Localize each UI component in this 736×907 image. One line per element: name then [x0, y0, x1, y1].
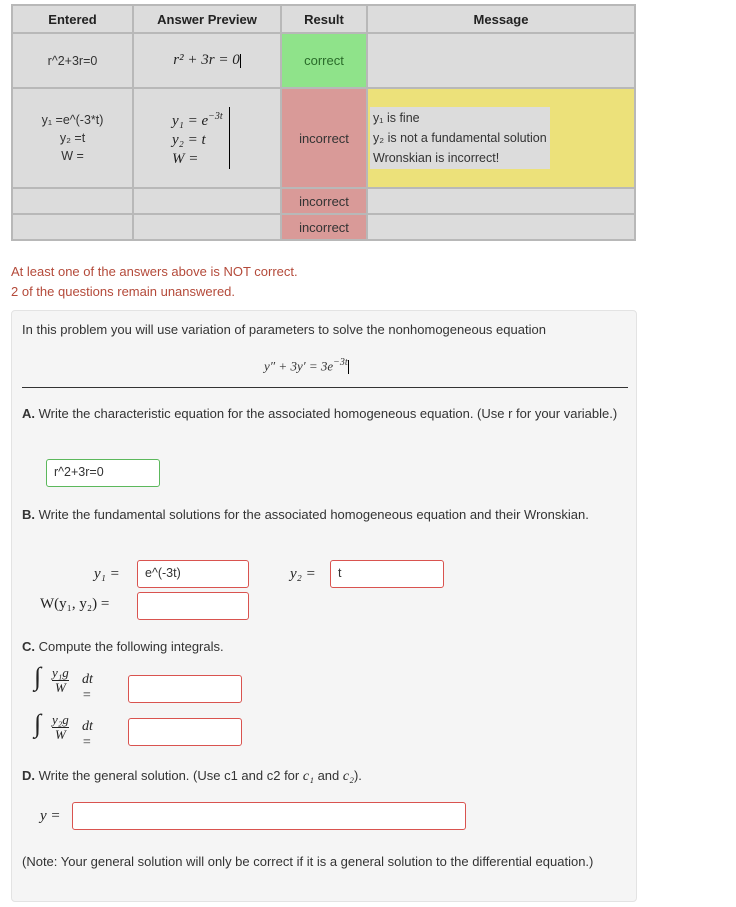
- result-incorrect: incorrect: [282, 189, 366, 213]
- entered-cell: r^2+3r=0: [13, 34, 132, 87]
- y1-input[interactable]: e^(-3t): [137, 560, 249, 588]
- problem-equation: $y'' + 3y' = 3e^{-3t}$: [264, 357, 348, 374]
- entered-w: W =: [61, 149, 84, 163]
- part-a-text: A. Write the characteristic equation for the associated homogeneous equation. (Use r for your variable.): [22, 406, 618, 421]
- header-entered: Entered: [13, 6, 132, 32]
- message-y2: y₂ is not a fundamental solution: [373, 131, 547, 145]
- message-box: [370, 107, 550, 169]
- integral-1-dt: dt =: [82, 672, 93, 703]
- preview-cell: [134, 89, 280, 187]
- integral-1-input[interactable]: [128, 675, 242, 703]
- general-solution-label: y =: [40, 808, 61, 824]
- integral-2-numerator: y₂g: [52, 712, 69, 727]
- general-solution-input[interactable]: [72, 802, 466, 830]
- note-text: (Note: Your general solution will only be correct if it is a general solution to the differential equation.): [22, 854, 594, 869]
- entered-y2: y₂ =t: [59, 131, 86, 145]
- result-correct: correct: [282, 34, 366, 87]
- preview-w: W =: [172, 151, 199, 167]
- integral-1-numerator: y₁g: [52, 665, 69, 680]
- y2-input[interactable]: t: [330, 560, 444, 588]
- table-row: [13, 189, 634, 213]
- preview-y1: y₁ = e: [172, 113, 209, 129]
- feedback-unanswered: 2 of the questions remain unanswered.: [11, 284, 236, 299]
- message-cell: [368, 34, 634, 87]
- feedback: [11, 262, 298, 302]
- result-incorrect: incorrect: [282, 89, 366, 187]
- table-row: [13, 34, 634, 87]
- result-incorrect: incorrect: [282, 215, 366, 239]
- preview-cell: [134, 34, 280, 87]
- header-answer-preview: Answer Preview: [134, 6, 280, 32]
- part-c-text: C. Compute the following integrals.: [22, 639, 224, 654]
- part-d-text: D. Write the general solution. (Use c1 and c2 for c₁ and c₂).: [22, 768, 362, 784]
- integral-2-denominator: W: [52, 727, 69, 742]
- header-result: Result: [282, 6, 366, 32]
- y1-label: y₁ =: [94, 566, 120, 582]
- table-row: [13, 215, 634, 239]
- feedback-not-correct: At least one of the answers above is NOT correct.: [11, 264, 298, 279]
- problem-panel: In this problem you will use variation of parameters to solve the nonhomogeneous equation $y'' + 3y' = 3e^{-3t}$ A. Write the characteristic equation for the associated homogeneous equation. (Use r for your variable.) r^2+3r=0 B. Write the fundamental solutions for the associated homogeneous equation and their Wronskian. y₁ = e^(-3t) y₂ = t W(y₁, y₂) = C. Compute the following integrals. ∫ $\frac{\text{y₁g}}{W}$ dt = ∫ $\frac{\text{y₂g}}{W}$ dt = D. Write the general solution. (Use c1 and c2 for c₁ and c₂). y = (Note: Your general solution will only be correct if it is a general solution to the differential equation.): [11, 310, 637, 902]
- integral-2-dt: dt =: [82, 719, 93, 750]
- message-y1: y₁ is fine: [373, 111, 420, 125]
- preview-math: r² + 3r = 0: [173, 52, 240, 68]
- table-row: [13, 89, 634, 187]
- message-wronskian: Wronskian is incorrect!: [373, 151, 500, 165]
- divider: [22, 387, 628, 388]
- wronskian-label: W(y₁, y₂) =: [40, 596, 110, 612]
- header-message: Message: [368, 6, 634, 32]
- integral-1-denominator: W: [52, 680, 69, 695]
- entered-cell: [13, 89, 132, 187]
- part-b-text: B. Write the fundamental solutions for the associated homogeneous equation and their Wronskian.: [22, 507, 589, 522]
- y2-label: y₂ =: [290, 566, 316, 582]
- integral-2-input[interactable]: [128, 718, 242, 746]
- entered-y1: y₁ =e^(-3*t): [41, 113, 104, 127]
- attempts-table: [11, 4, 636, 241]
- preview-exponent: −3t: [208, 111, 223, 122]
- char-eq-input[interactable]: r^2+3r=0: [46, 459, 160, 487]
- message-cell: [368, 89, 634, 187]
- preview-y2: y₂ = t: [172, 132, 206, 148]
- wronskian-input[interactable]: [137, 592, 249, 620]
- problem-intro: In this problem you will use variation of parameters to solve the nonhomogeneous equation: [22, 322, 546, 337]
